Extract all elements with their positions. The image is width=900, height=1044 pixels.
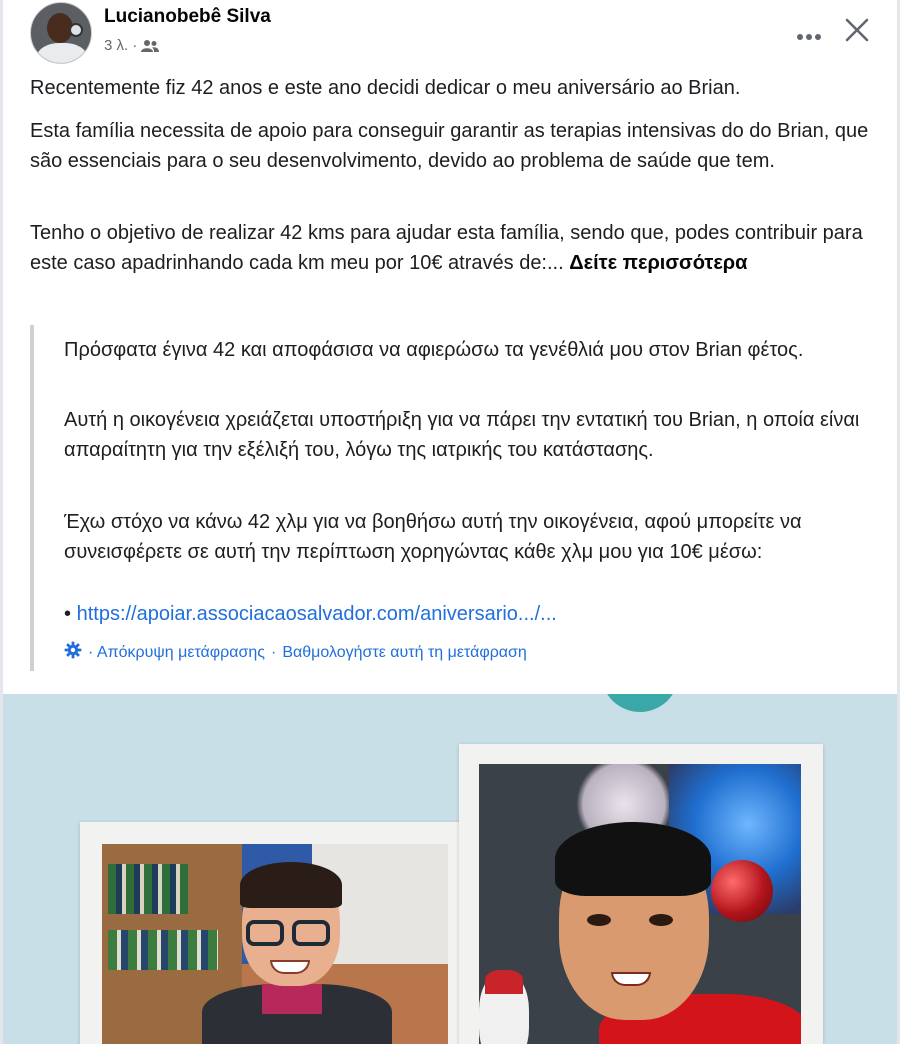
post-time[interactable]: 3 λ. · xyxy=(104,37,138,54)
translated-paragraph: Αυτή η οικογένεια χρειάζεται υποστήριξη για να πάρει την εντατική του Brian, η οποία είναι απαραίτητη για την εξέλιξή του, λόγω της ιατρικής του κατάστασης. xyxy=(64,409,860,461)
post-meta xyxy=(104,37,159,54)
donation-link[interactable]: https://apoiar.associacaosalvador.com/aniversario.../... xyxy=(76,603,557,625)
close-button[interactable] xyxy=(837,12,877,52)
photo-frame-right xyxy=(459,744,823,1044)
post-paragraph: Esta família necessita de apoio para conseguir garantir as terapias intensivas do do Brian, que são essenciais para o seu desenvolvimento, devido ao problema de saúde que tem. xyxy=(30,120,869,172)
more-options-button[interactable] xyxy=(791,14,827,50)
decorative-circle xyxy=(601,694,679,712)
translated-link-line xyxy=(64,599,557,629)
translation-footer xyxy=(64,641,527,664)
avatar[interactable] xyxy=(30,2,92,64)
more-options-icon xyxy=(796,17,822,48)
photo-frame-left xyxy=(80,822,473,1044)
post-image[interactable] xyxy=(3,694,897,1044)
post-header xyxy=(30,0,897,68)
separator: · xyxy=(271,643,277,661)
friends-icon[interactable] xyxy=(141,39,159,53)
translated-paragraph: Πρόσφατα έγινα 42 και αποφάσισα να αφιερώσω τα γενέθλιά μου στον Brian φέτος. xyxy=(64,339,804,361)
translated-paragraph: Έχω στόχο να κάνω 42 χλμ για να βοηθήσω αυτή την οικογένεια, αφού μπορείτε να συνεισφέρετε σε αυτή την περίπτωση χορηγώντας κάθε χλμ μου για 10€ μέσω: xyxy=(64,511,802,563)
bullet: • xyxy=(64,603,72,625)
author-name[interactable]: Lucianobebê Silva xyxy=(104,6,271,27)
gear-icon[interactable] xyxy=(64,641,82,664)
hide-translation-link[interactable]: · Απόκρυψη μετάφρασης xyxy=(88,643,266,661)
rate-translation-link[interactable]: Βαθμολογήστε αυτή τη μετάφραση xyxy=(282,643,527,661)
translation-block xyxy=(30,325,880,671)
photo-boy-glasses xyxy=(102,844,448,1044)
close-icon xyxy=(844,17,870,48)
post-paragraph: Recentemente fiz 42 anos e este ano decidi dedicar o meu aniversário ao Brian. xyxy=(30,77,741,99)
post-paragraph xyxy=(30,218,880,278)
see-more-link[interactable]: Δείτε περισσότερα xyxy=(569,252,748,274)
photo-boy-christmas xyxy=(479,764,801,1044)
post-paragraph-text: Tenho o objetivo de realizar 42 kms para ajudar esta família, sendo que, podes contribuir para este caso apadrinhando cada km meu por 10€ através de:... xyxy=(30,222,863,274)
